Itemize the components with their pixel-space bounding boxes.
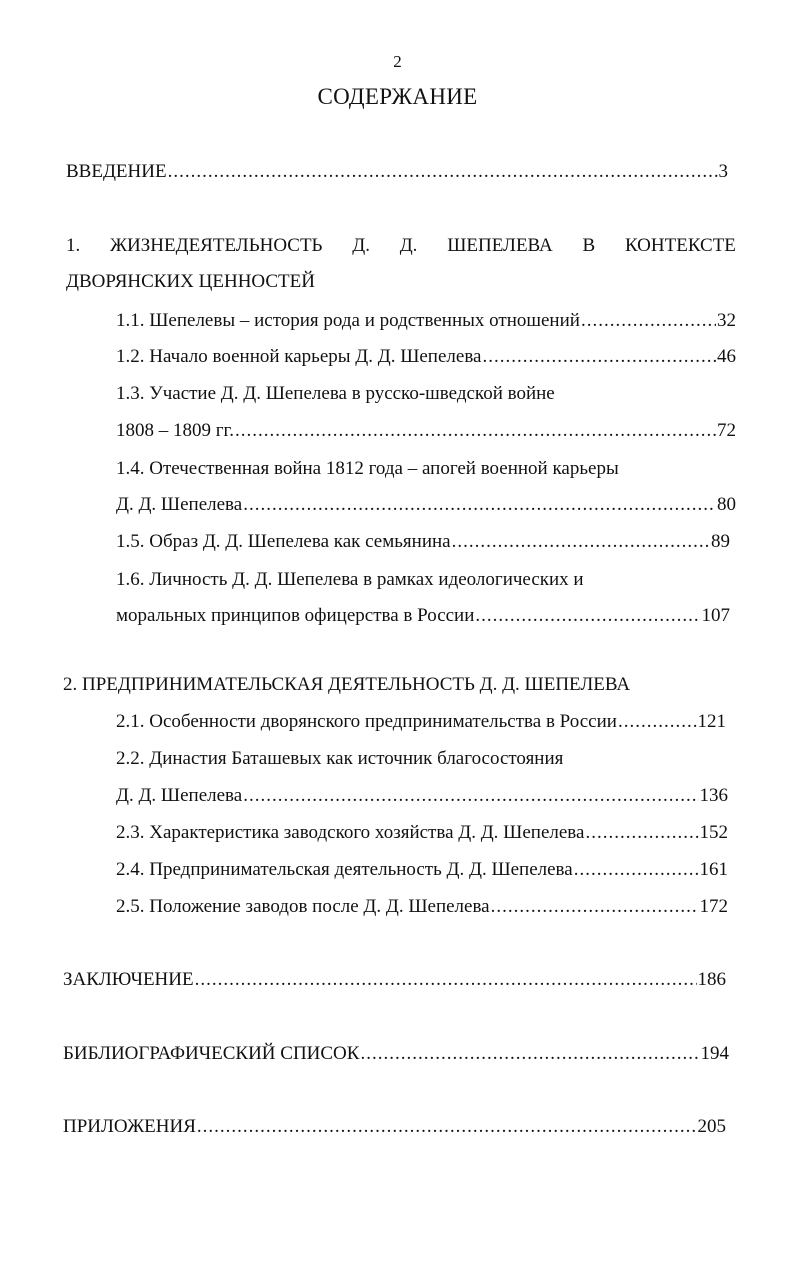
toc-entry-label: Д. Д. Шепелева	[116, 785, 243, 806]
dot-leader	[475, 604, 700, 628]
toc-entry-label: БИБЛИОГРАФИЧЕСКИЙ СПИСОК	[63, 1043, 360, 1064]
chapter-1-title-line1[interactable]	[66, 234, 736, 258]
toc-entry-page: 3	[718, 161, 728, 182]
page-number: 2	[393, 52, 402, 71]
dot-leader	[243, 493, 716, 517]
toc-entry-label: 1.5. Образ Д. Д. Шепелева как семьянина	[116, 531, 451, 552]
toc-entry-2-5[interactable]	[116, 895, 728, 919]
toc-entry-page: 89	[711, 531, 730, 552]
dot-leader	[581, 309, 716, 333]
toc-entry-page: 205	[697, 1116, 726, 1137]
toc-entry-bibliography[interactable]	[63, 1042, 729, 1066]
chapter-1-word: ШЕПЕЛЕВА	[447, 235, 553, 256]
toc-entry-1-6[interactable]	[116, 604, 730, 628]
toc-entry-2-4[interactable]	[116, 858, 728, 882]
toc-entry-2-2-line1[interactable]: 2.2. Династия Баташевых как источник благосостояния	[116, 748, 564, 769]
toc-entry-page: 107	[701, 605, 730, 626]
dot-leader	[491, 895, 699, 919]
dot-leader	[168, 160, 718, 184]
toc-entry-conclusion[interactable]	[63, 968, 726, 992]
chapter-1-word: Д.	[399, 235, 418, 256]
toc-entry-page: 161	[699, 859, 728, 880]
dot-leader	[482, 345, 716, 369]
toc-entry-label: ЗАКЛЮЧЕНИЕ	[63, 969, 194, 990]
toc-entry-appendices[interactable]	[63, 1115, 726, 1139]
page-title: СОДЕРЖАНИЕ	[317, 84, 478, 109]
toc-entry-label: 2.1. Особенности дворянского предпринимательства в России	[116, 711, 617, 732]
toc-entry-1-2[interactable]	[116, 345, 736, 369]
dot-leader	[574, 858, 699, 882]
toc-entry-1-4[interactable]	[116, 493, 736, 517]
toc-entry-page: 80	[717, 494, 736, 515]
toc-entry-label: 1808 – 1809 гг.	[116, 420, 234, 441]
toc-entry-page: 186	[697, 969, 726, 990]
dot-leader	[618, 710, 697, 734]
dot-leader	[197, 1115, 697, 1139]
toc-entry-1-6-line1[interactable]: 1.6. Личность Д. Д. Шепелева в рамках идеологических и	[116, 569, 584, 590]
toc-entry-1-3[interactable]	[116, 419, 736, 443]
toc-entry-1-5[interactable]	[116, 530, 730, 554]
toc-entry-page: 46	[717, 346, 736, 367]
chapter-1-word: ЖИЗНЕДЕЯТЕЛЬНОСТЬ	[110, 235, 323, 256]
toc-entry-2-2[interactable]	[116, 784, 728, 808]
toc-entry-label: 2.4. Предпринимательская деятельность Д. Д. Шепелева	[116, 859, 573, 880]
toc-entry-label: ПРИЛОЖЕНИЯ	[63, 1116, 196, 1137]
toc-entry-1-3-line1[interactable]: 1.3. Участие Д. Д. Шепелева в русско-шведской войне	[116, 383, 555, 404]
dot-leader	[243, 784, 698, 808]
toc-entry-label: 1.1. Шепелевы – история рода и родственных отношений	[116, 310, 580, 331]
toc-entry-label: моральных принципов офицерства в России	[116, 605, 475, 626]
toc-entry-2-3[interactable]	[116, 821, 728, 845]
toc-entry-label: 2.3. Характеристика заводского хозяйства Д. Д. Шепелева	[116, 822, 585, 843]
chapter-1-word: В	[582, 235, 596, 256]
chapter-1-word: Д.	[352, 235, 370, 256]
toc-entry-label: Д. Д. Шепелева	[116, 494, 243, 515]
dot-leader	[452, 530, 710, 554]
dot-leader	[585, 821, 698, 845]
toc-entry-page: 172	[699, 896, 728, 917]
toc-entry-1-1[interactable]	[116, 309, 736, 333]
dot-leader	[235, 419, 716, 443]
toc-entry-page: 194	[700, 1043, 729, 1064]
chapter-2-title[interactable]: 2. ПРЕДПРИНИМАТЕЛЬСКАЯ ДЕЯТЕЛЬНОСТЬ Д. Д. ШЕПЕЛЕВА	[63, 674, 631, 695]
chapter-1-title-line2: ДВОРЯНСКИХ ЦЕННОСТЕЙ	[66, 271, 315, 292]
toc-entry-page: 72	[717, 420, 736, 441]
toc-entry-page: 121	[697, 711, 726, 732]
toc-entry-2-1[interactable]	[116, 710, 726, 734]
toc-entry-label: ВВЕДЕНИЕ	[66, 161, 167, 182]
toc-entry-page: 152	[699, 822, 728, 843]
chapter-1-word: КОНТЕКСТЕ	[624, 235, 736, 256]
toc-entry-introduction[interactable]	[66, 160, 728, 184]
toc-entry-label: 1.2. Начало военной карьеры Д. Д. Шепелева	[116, 346, 482, 367]
dot-leader	[195, 968, 697, 992]
toc-entry-page: 32	[717, 310, 736, 331]
chapter-1-word: 1.	[66, 235, 81, 256]
dot-leader	[360, 1042, 699, 1066]
toc-entry-label: 2.5. Положение заводов после Д. Д. Шепелева	[116, 896, 490, 917]
toc-entry-page: 136	[699, 785, 728, 806]
toc-entry-1-4-line1[interactable]: 1.4. Отечественная война 1812 года – апогей военной карьеры	[116, 458, 619, 479]
